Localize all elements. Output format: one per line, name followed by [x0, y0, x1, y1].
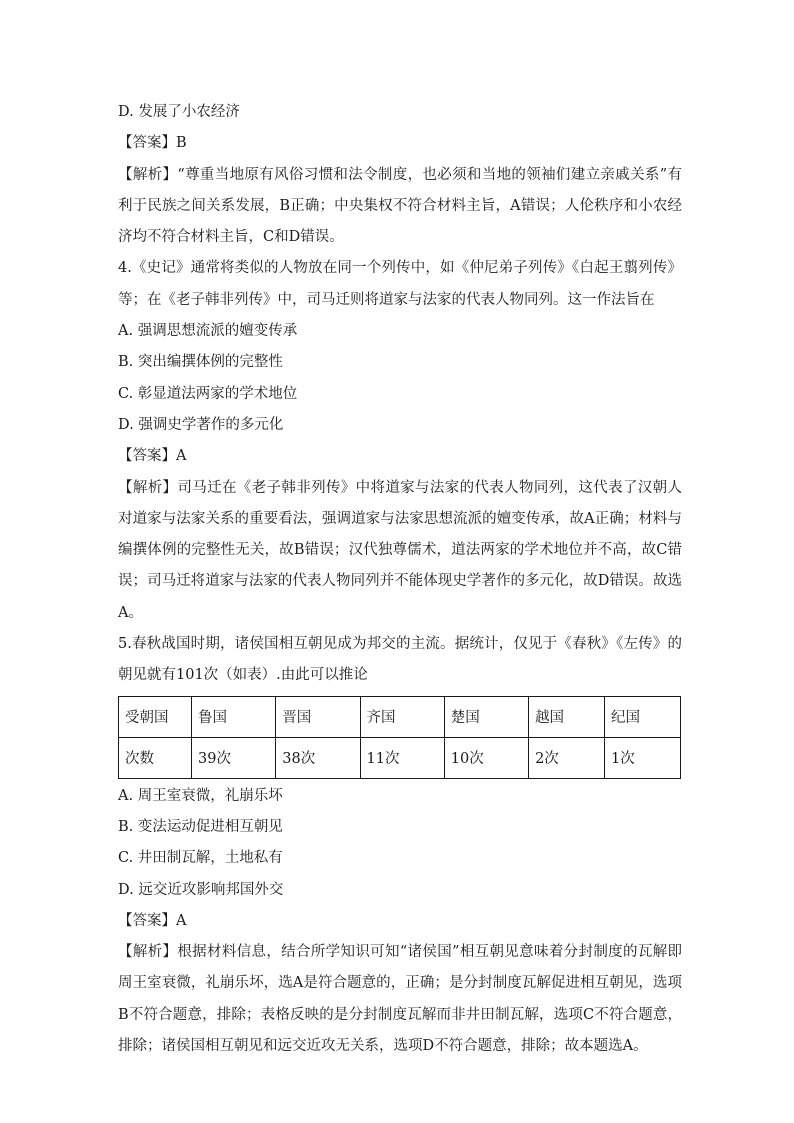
q5-stem: 5.春秋战国时期，诸侯国相互朝见成为邦交的主流。据统计，仅见于《春秋》《左传》的朝见就有101次（如表）.由此可以推论: [118, 636, 682, 684]
table-cell: 次数: [119, 737, 192, 778]
q5-answer: 【答案】A: [118, 912, 187, 929]
table-header-row: [119, 696, 681, 737]
table-cell: 受朝国: [119, 696, 192, 737]
q5-option-c: C. 井田制瓦解，土地私有: [118, 850, 283, 867]
q5-option-d: D. 远交近攻影响邦国外交: [118, 881, 284, 898]
table-cell: 2次: [529, 737, 605, 778]
q4-answer: 【答案】A: [118, 448, 187, 465]
q4-option-c: C. 彰显道法两家的学术地位: [118, 385, 298, 402]
q4-option-b: B. 突出编撰体例的完整性: [118, 354, 283, 371]
table-cell: 齐国: [360, 696, 444, 737]
table-cell: 纪国: [605, 696, 681, 737]
table-cell: 1次: [605, 737, 681, 778]
q4-stem: 4.《史记》通常将类似的人物放在同一个列传中，如《仲尼弟子列传》《白起王翦列传》等；在《老子韩非列传》中，司马迁则将道家与法家的代表人物同列。这一作法旨在: [118, 260, 682, 308]
q3-answer: 【答案】B: [118, 135, 187, 152]
table-cell: 39次: [192, 737, 276, 778]
table-cell: 楚国: [444, 696, 528, 737]
q5-analysis: 【解析】根据材料信息，结合所学知识可知“诸侯国”相互朝见意味着分封制度的瓦解即周王室衰微，礼崩乐坏，选A是符合题意的，正确；是分封制度瓦解促进相互朝见，选项B不符合题意，排除；表格反映的是分封制度瓦解而非井田制瓦解，选项C不符合题意，排除；诸侯国相互朝见和远交近攻无关系，选项D不符合题意，排除；故本题选A。: [118, 944, 682, 1055]
table-cell: 晋国: [276, 696, 360, 737]
table-row: [119, 737, 681, 778]
q5-option-a: A. 周王室衰微，礼崩乐坏: [118, 787, 283, 804]
table-cell: 越国: [529, 696, 605, 737]
table-cell: 鲁国: [192, 696, 276, 737]
q4-analysis: 【解析】司马迁在《老子韩非列传》中将道家与法家的代表人物同列，这代表了汉朝人对道家与法家关系的重要看法，强调道家与法家思想流派的嬗变传承，故A正确；材料与编撰体例的完整性无关，故B错误；汉代独尊儒术，道法两家的学术地位并不高，故C错误；司马迁将道家与法家的代表人物同列并不能体现史学著作的多元化，故D错误。故选A。: [118, 479, 682, 621]
q5-table: [118, 696, 681, 779]
q5-option-b: B. 变法运动促进相互朝见: [118, 818, 283, 835]
table-cell: 10次: [444, 737, 528, 778]
q4-option-d: D. 强调史学著作的多元化: [118, 416, 284, 433]
table-cell: 11次: [360, 737, 444, 778]
q3-option-d: D. 发展了小农经济: [118, 104, 240, 120]
table-cell: 38次: [276, 737, 360, 778]
q4-option-a: A. 强调思想流派的嬗变传承: [118, 323, 298, 340]
document-page: [118, 97, 682, 1062]
q3-analysis: 【解析】“尊重当地原有风俗习惯和法令制度，也必须和当地的领袖们建立亲戚关系”有利于民族之间关系发展，B正确；中央集权不符合材料主旨，A错误；人伦秩序和小农经济均不符合材料主旨，C和D错误。: [118, 166, 682, 246]
